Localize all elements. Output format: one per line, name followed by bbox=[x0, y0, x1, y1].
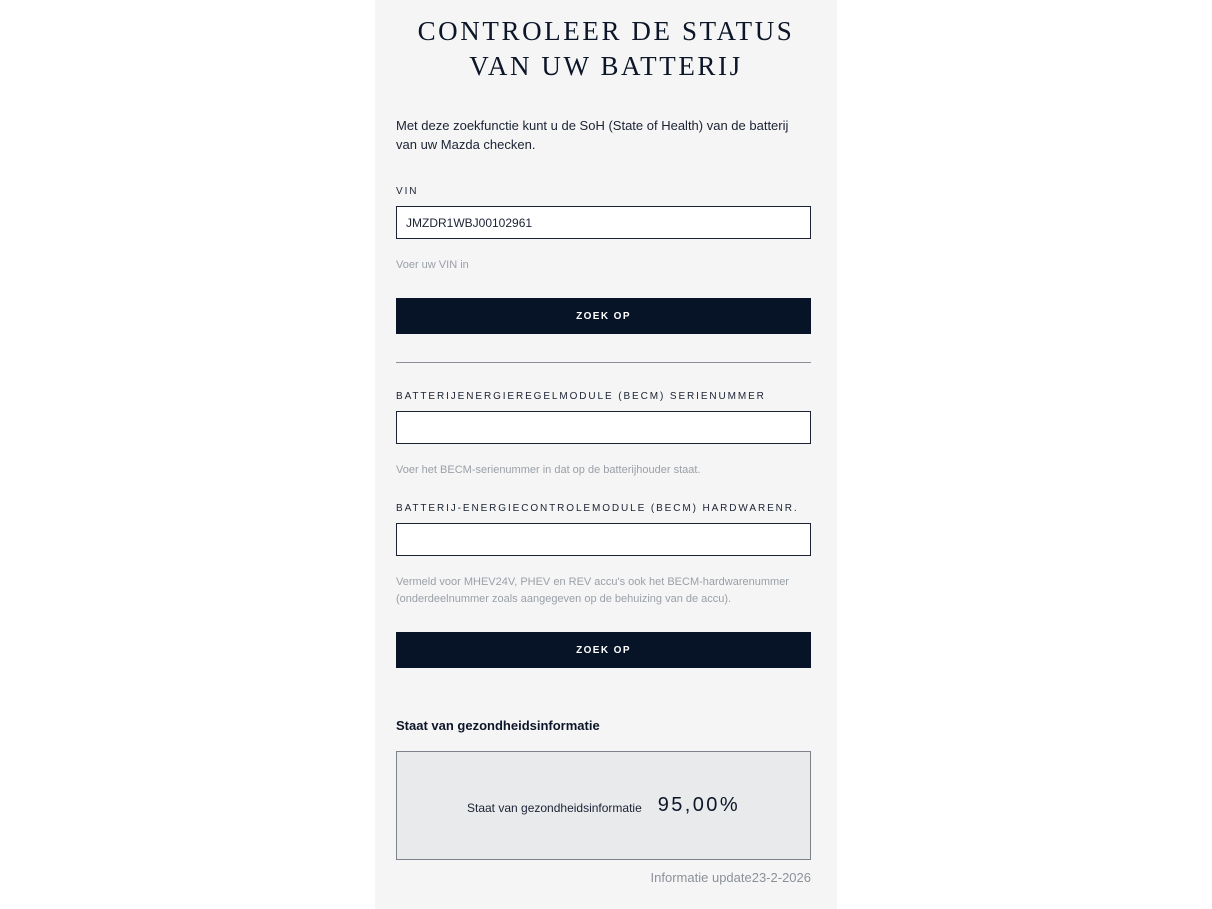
becm-hardware-input[interactable] bbox=[396, 523, 811, 556]
soh-result-box bbox=[396, 751, 811, 860]
becm-serial-input[interactable] bbox=[396, 411, 811, 444]
becm-hardware-hint-line-2: (onderdeelnummer zoals aangegeven op de behuizing van de accu). bbox=[396, 593, 732, 605]
vin-input[interactable] bbox=[396, 206, 811, 239]
page-title-line-2: VAN UW BATTERIJ bbox=[469, 51, 743, 81]
becm-hardware-label: BATTERIJ-ENERGIECONTROLEMODULE (BECM) HARDWARENR. bbox=[396, 503, 799, 514]
vin-hint: Voer uw VIN in bbox=[396, 259, 469, 271]
section-divider bbox=[396, 362, 811, 363]
vin-search-button[interactable]: ZOEK OP bbox=[396, 298, 811, 334]
becm-serial-hint: Voer het BECM-serienummer in dat op de batterijhouder staat. bbox=[396, 464, 701, 476]
soh-result-value: 95,00% bbox=[657, 794, 740, 816]
soh-heading: Staat van gezondheidsinformatie bbox=[396, 718, 600, 733]
info-update-date: Informatie update23-2-2026 bbox=[650, 870, 811, 885]
soh-result-label: Staat van gezondheidsinformatie bbox=[466, 800, 642, 815]
vin-label: VIN bbox=[396, 186, 419, 197]
page-title-line-1: CONTROLEER DE STATUS bbox=[417, 16, 795, 46]
becm-search-button[interactable]: ZOEK OP bbox=[396, 632, 811, 668]
becm-hardware-hint-line-1: Vermeld voor MHEV24V, PHEV en REV accu's ook het BECM-hardwarenummer bbox=[396, 576, 789, 588]
page-title bbox=[375, 14, 837, 84]
intro-text: Met deze zoekfunctie kunt u de SoH (State of Health) van de batterij van uw Mazda checken. bbox=[396, 118, 789, 152]
becm-serial-label: BATTERIJENERGIEREGELMODULE (BECM) SERIENUMMER bbox=[396, 391, 766, 402]
becm-hardware-hint bbox=[396, 574, 811, 608]
battery-check-panel bbox=[375, 0, 837, 909]
